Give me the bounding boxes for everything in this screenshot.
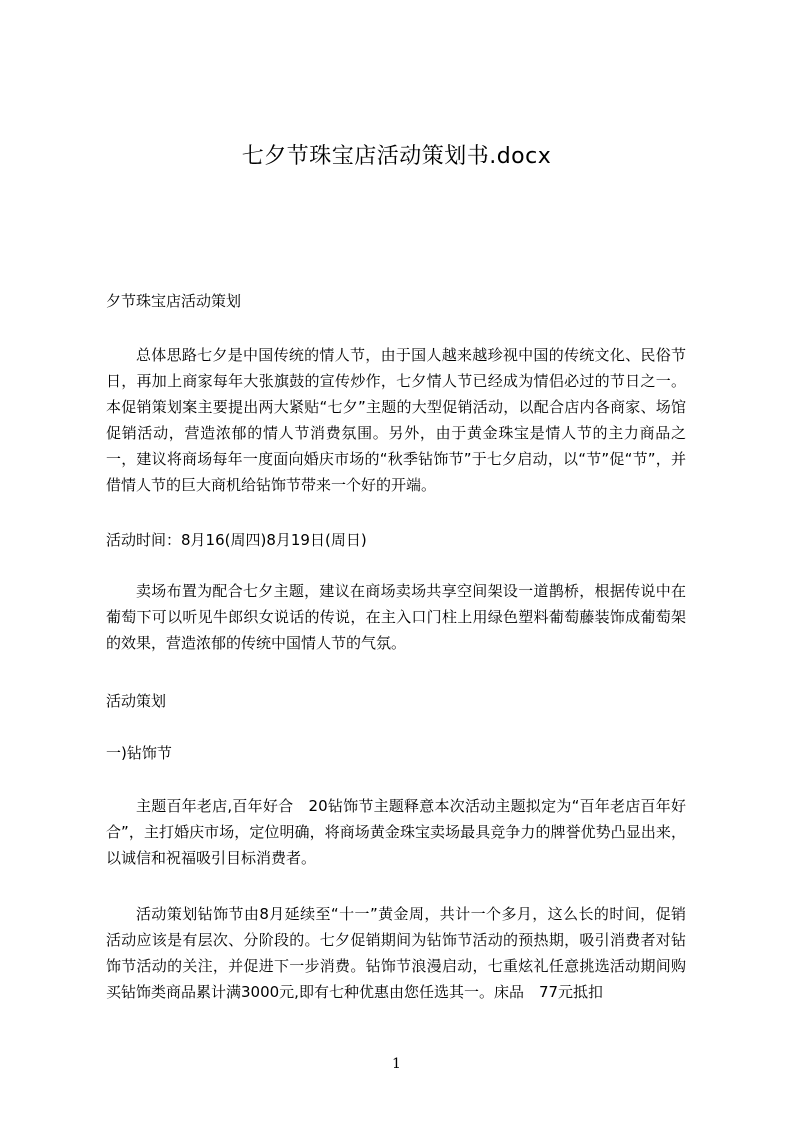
paragraph-theme: 主题百年老店,百年好合 20钻饰节主题释意本次活动主题拟定为“百年老店百年好合”，主打婚庆市场，定位明确，将商场黄金珠宝卖场最具竞争力的牌誉优势凸显出来，以诚信和祝福吸引目标消费者。 <box>106 797 686 867</box>
paragraph-activity-time: 活动时间：8月16(周四)8月19日(周日) <box>106 531 367 549</box>
document-title: 七夕节珠宝店活动策划书.docx <box>241 144 552 169</box>
paragraph-venue-decoration: 卖场布置为配合七夕主题，建议在商场卖场共享空间架设一道鹊桥，根据传说中在葡萄下可以听见牛郎织女说话的传说，在主入口门柱上用绿色塑料葡萄藤装饰成葡萄架的效果，营造浓郁的传统中国情人节的气氛。 <box>106 582 686 652</box>
paragraph-festival-plan: 活动策划钻饰节由8月延续至“十一”黄金周，共计一个多月，这么长的时间，促销活动应该是有层次、分阶段的。七夕促销期间为钻饰节活动的预热期，吸引消费者对钻饰节活动的关注，并促进下一步消费。钻饰节浪漫启动，七重炫礼任意挑选活动期间购买钻饰类商品累计满3000元,即有七种优惠由您任选其一。床品 77元抵扣 <box>106 905 686 1001</box>
section-heading-diamond-festival: 一)钻饰节 <box>106 744 172 762</box>
page-number: 1 <box>392 1056 401 1072</box>
section-heading-plan: 夕节珠宝店活动策划 <box>106 292 242 310</box>
paragraph-overall-idea: 总体思路七夕是中国传统的情人节，由于国人越来越珍视中国的传统文化、民俗节日，再加上商家每年大张旗鼓的宣传炒作，七夕情人节已经成为情侣必过的节日之一。本促销策划案主要提出两大紧贴“七夕”主题的大型促销活动，以配合店内各商家、场馆促销活动，营造浓郁的情人节消费氛围。另外，由于黄金珠宝是情人节的主力商品之一，建议将商场每年一度面向婚庆市场的“秋季钻饰节”于七夕启动，以“节”促“节”，并借情人节的巨大商机给钻饰节带来一个好的开端。 <box>106 346 686 494</box>
section-heading-activity-plan: 活动策划 <box>106 692 167 710</box>
